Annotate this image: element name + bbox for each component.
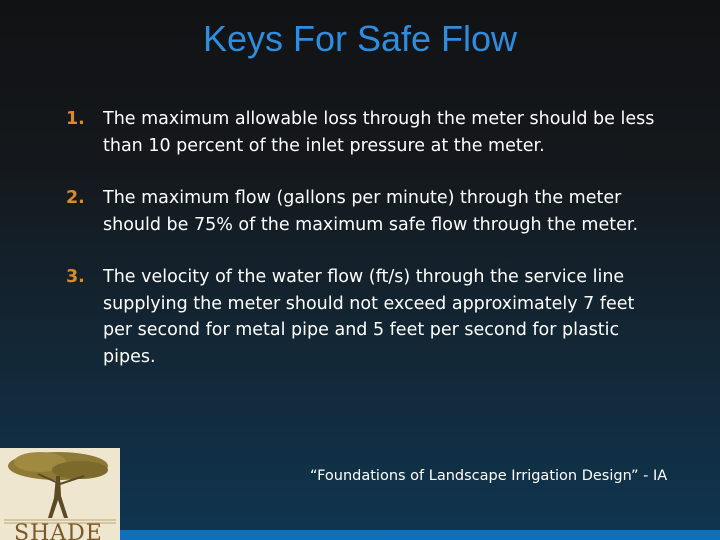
shade-logo xyxy=(0,448,120,540)
point-number: 1. xyxy=(66,109,85,129)
logo-wordmark: SHADE xyxy=(14,521,103,540)
point-text: The velocity of the water flow (ft/s) through the service line supplying the meter should not exceed approximately 7 feet per second for metal pipe and 5 feet per second for plastic pipes. xyxy=(103,267,635,367)
point-number: 2. xyxy=(66,188,85,208)
key-points-list xyxy=(66,106,666,396)
list-item xyxy=(66,106,666,159)
list-item xyxy=(66,185,666,238)
citation: “Foundations of Landscape Irrigation Design” - IA xyxy=(310,468,668,484)
footer-bar xyxy=(120,530,720,540)
slide-title: Keys For Safe Flow xyxy=(202,18,518,59)
point-text: The maximum flow (gallons per minute) through the meter should be 75% of the maximum safe flow through the meter. xyxy=(103,188,639,235)
list-item xyxy=(66,264,666,370)
point-number: 3. xyxy=(66,267,85,287)
point-text: The maximum allowable loss through the meter should be less than 10 percent of the inlet pressure at the meter. xyxy=(103,109,655,156)
